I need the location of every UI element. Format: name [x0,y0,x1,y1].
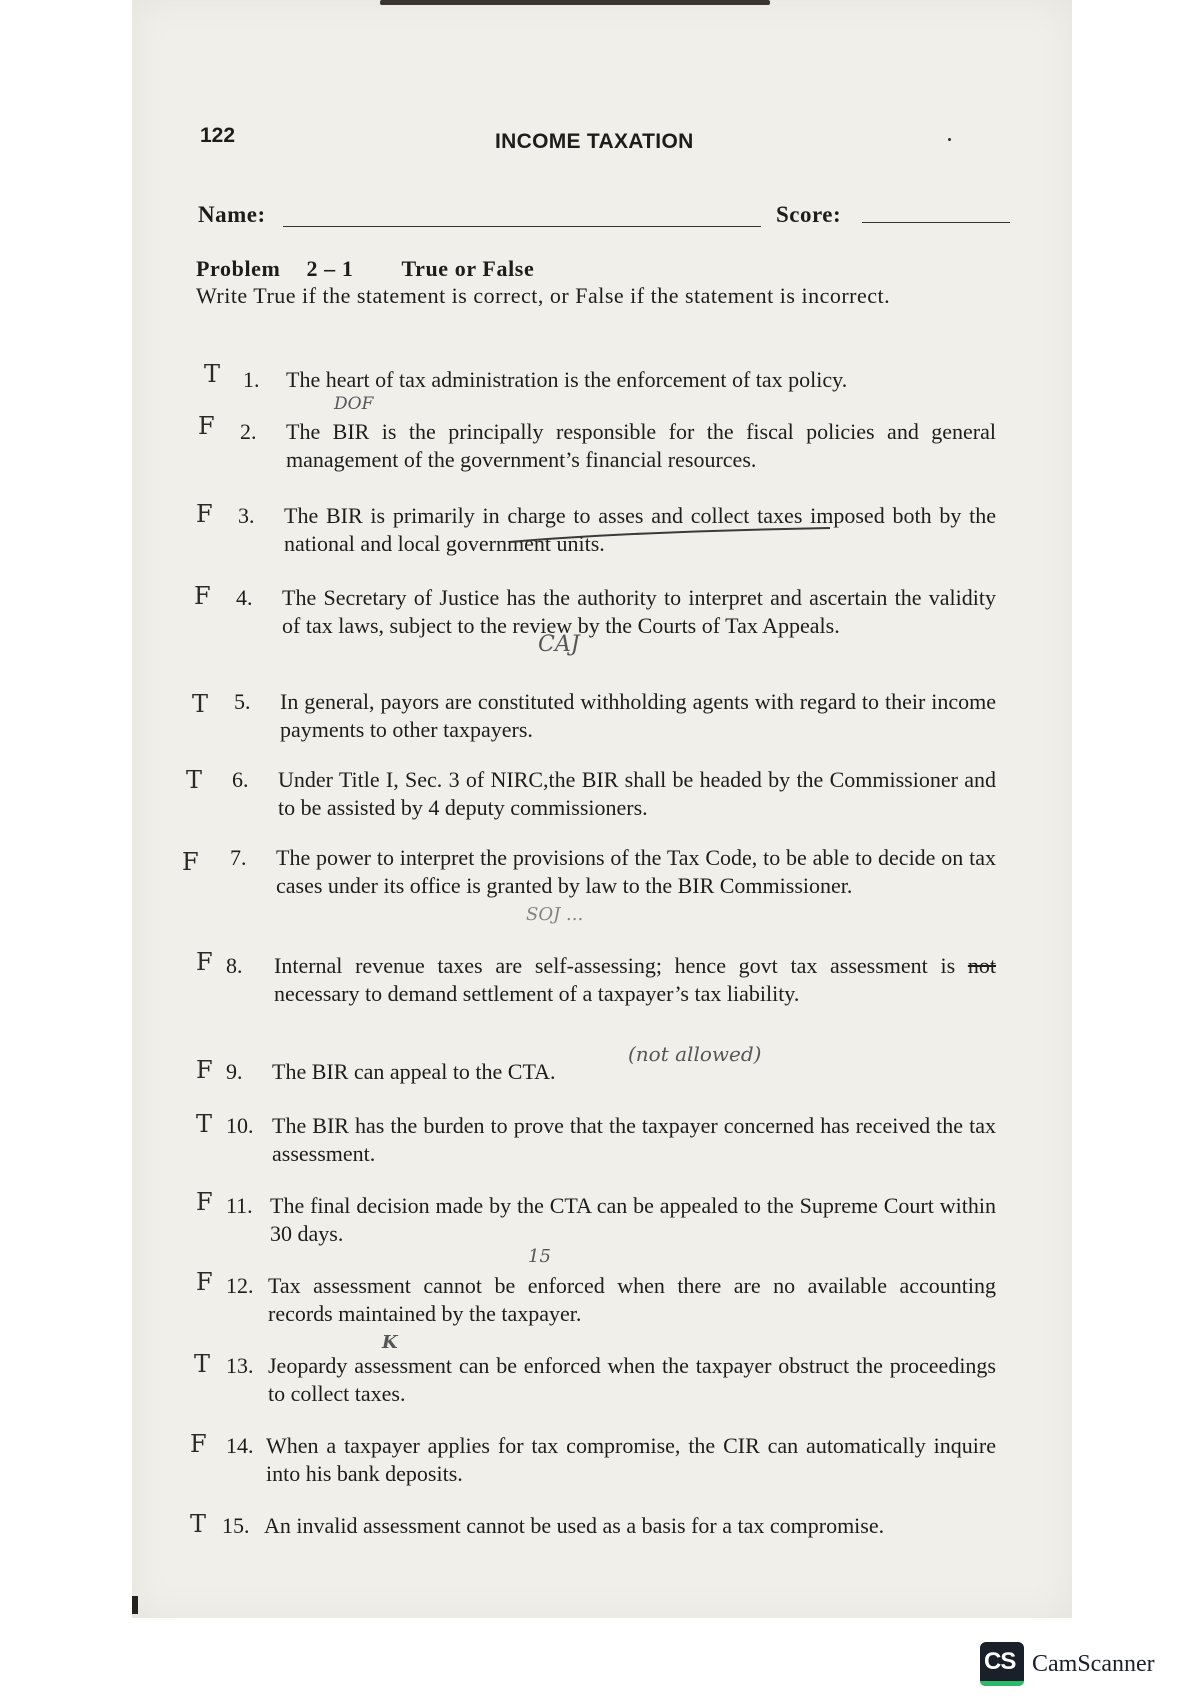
answer-mark: F [196,1268,213,1296]
item-text: The heart of tax administration is the enforcement of tax policy. [286,367,848,392]
answer-mark: F [198,412,215,440]
camscanner-watermark [980,1640,1155,1688]
item-text: When a taxpayer applies for tax compromise, the CIR can automatically inquire into his bank deposits. [266,1433,996,1486]
item-text: The BIR is the principally responsible for the fiscal policies and general management of the government’s financial resources. [286,419,996,472]
problem-instructions: Write True if the statement is correct, or False if the statement is incorrect. [196,283,891,308]
answer-mark: F [190,1430,207,1458]
score-field-line [862,206,1010,223]
item-text: Internal revenue taxes are self-assessing; hence govt tax assessment is not necessary to demand settlement of a taxpayer’s tax liability. [274,953,996,1006]
handwritten-note: (not allowed) [628,1042,762,1066]
answer-mark: T [190,1510,207,1538]
item-number: 4. [236,585,253,610]
answer-mark: F [196,500,213,528]
answer-mark: F [194,582,211,610]
item-text: The BIR can appeal to the CTA. [272,1059,556,1084]
item-text: The BIR is primarily in charge to asses and collect taxes imposed both by the national and local government units. [284,503,996,556]
item-number: 15. [222,1513,250,1538]
problem-heading [196,256,534,282]
item-number: 12. [226,1273,254,1298]
item-number: 5. [234,689,251,714]
item-number: 10. [226,1113,254,1138]
problem-label: Problem [196,256,281,281]
item-number: 1. [243,367,260,392]
item-number: 9. [226,1059,243,1084]
item-number: 11. [226,1193,253,1218]
handwritten-underline [480,520,840,550]
item-text: Tax assessment cannot be enforced when there are no available accounting records maintained by the taxpayer. [268,1273,996,1326]
struck-word: not [967,953,996,978]
camscanner-name: CamScanner [1032,1650,1155,1677]
item-text: In general, payors are constituted withholding agents with regard to their income payments to other taxpayers. [280,689,996,742]
running-head: INCOME TAXATION [495,130,694,153]
page-number: 122 [200,124,236,147]
problem-number: 2 – 1 [306,256,354,281]
item-number: 6. [232,767,249,792]
item-number: 2. [240,419,257,444]
item-text: The BIR has the burden to prove that the taxpayer concerned has received the tax assessment. [272,1113,996,1166]
handwritten-note: 15 [528,1246,551,1267]
answer-mark: T [194,1350,211,1378]
item-text: The final decision made by the CTA can be appealed to the Supreme Court within 30 days. [270,1193,996,1246]
answer-mark: T [196,1110,213,1138]
answer-mark: F [196,1188,213,1216]
item-text: The Secretary of Justice has the authority to interpret and ascertain the validity of tax laws, subject to the review by the Courts of Tax Appeals. [282,585,996,638]
item-number: 7. [230,845,247,870]
handwritten-note: SOJ ... [526,904,584,925]
answer-mark: T [192,690,209,718]
item-number: 3. [238,503,255,528]
answer-mark: F [196,948,213,976]
problem-type: True or False [401,256,535,281]
handwritten-note: CAJ [538,632,580,657]
stray-dot [948,138,951,141]
page-corner-mark [132,1596,138,1614]
item-text: Jeopardy assessment can be enforced when the taxpayer obstruct the proceedings to collect taxes. [268,1353,996,1406]
answer-mark: T [186,766,203,794]
item-number: 14. [226,1433,254,1458]
score-label: Score: [776,202,842,227]
item-number: 8. [226,953,243,978]
page-top-edge [380,0,770,5]
item-text: The power to interpret the provisions of the Tax Code, to be able to decide on tax cases under its office is granted by law to the BIR Commissioner. [276,845,996,898]
item-text: Under Title I, Sec. 3 of NIRC,the BIR shall be headed by the Commissioner and to be assisted by 4 deputy commissioners. [278,767,996,820]
camscanner-logo-icon: CS [980,1642,1024,1686]
item-number: 13. [226,1353,254,1378]
answer-mark: F [182,848,199,876]
name-label: Name: [198,202,266,227]
item-text: An invalid assessment cannot be used as a basis for a tax compromise. [264,1513,885,1538]
answer-mark: F [196,1056,213,1084]
answer-mark: T [204,360,221,388]
handwritten-note: K [382,1332,398,1353]
name-field-line [283,210,761,227]
handwritten-note: DOF [334,394,374,414]
